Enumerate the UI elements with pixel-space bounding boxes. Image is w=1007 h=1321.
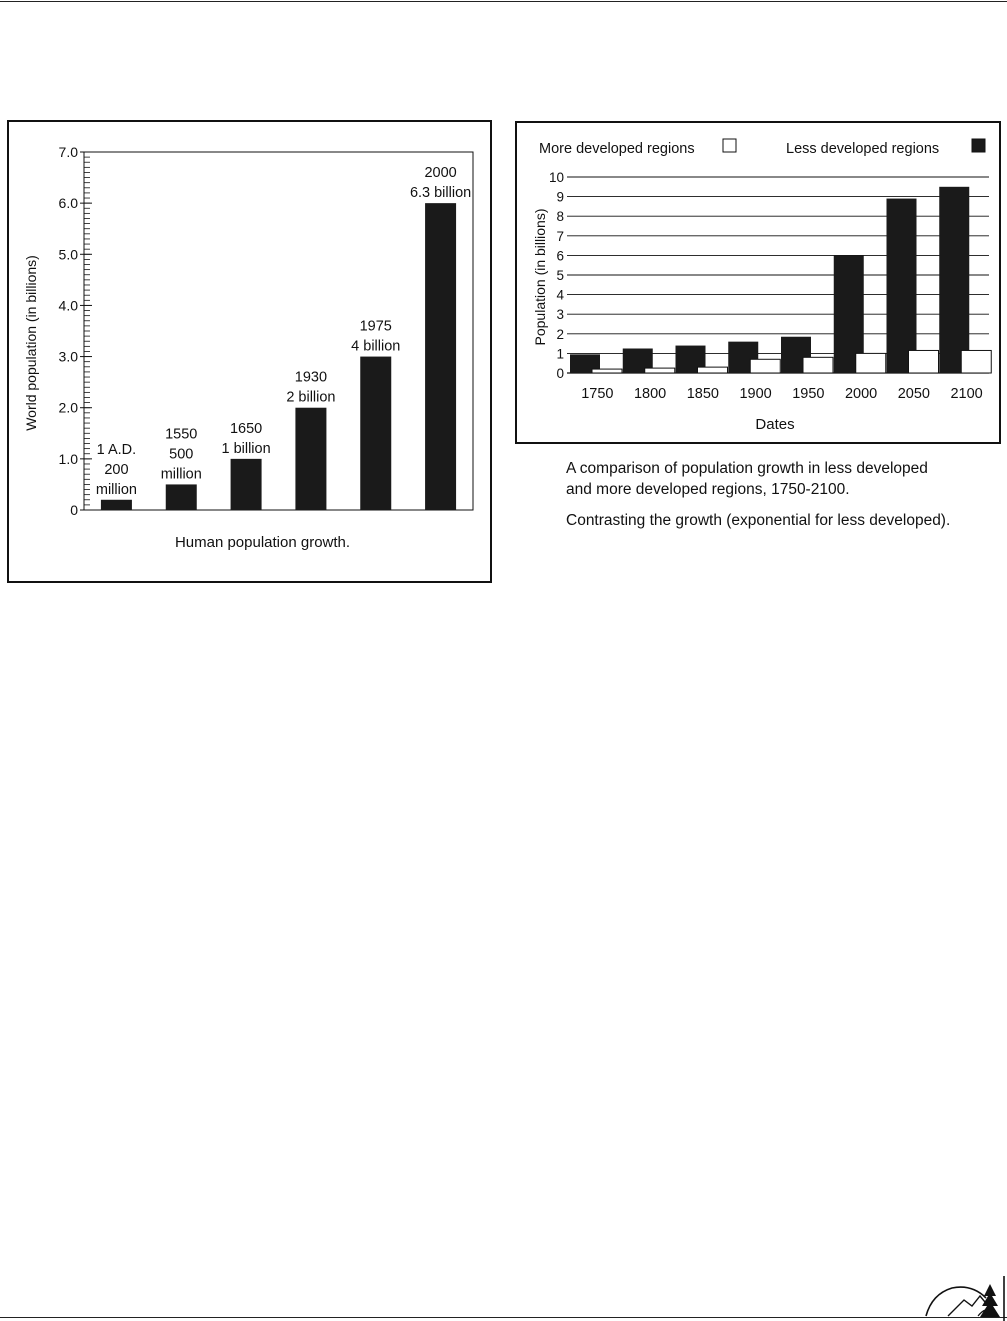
comparison-caption bbox=[566, 458, 986, 500]
bar-more-developed bbox=[698, 367, 728, 373]
y-tick-label: 6 bbox=[556, 248, 564, 264]
y-tick-label: 2.0 bbox=[58, 399, 78, 416]
y-tick-label: 3.0 bbox=[58, 348, 78, 365]
bottom-rule bbox=[0, 1317, 1007, 1318]
bar-data-label: 1650 bbox=[229, 420, 263, 437]
y-tick-label: 5 bbox=[556, 268, 564, 283]
bar-more-developed bbox=[961, 350, 991, 373]
y-axis-label: World population (in billions) bbox=[23, 255, 39, 431]
regional-comparison-chart bbox=[517, 123, 999, 442]
bar-more-developed bbox=[909, 350, 939, 373]
bar-data-label: 500 bbox=[169, 446, 194, 463]
x-tick-label: 1950 bbox=[792, 386, 825, 402]
y-tick-label: 5.0 bbox=[58, 246, 78, 263]
bar bbox=[425, 203, 456, 510]
mountain-tree-logo-icon bbox=[920, 1276, 1006, 1321]
y-tick-label: 0 bbox=[556, 366, 564, 381]
y-tick-label: 4.0 bbox=[58, 297, 78, 314]
y-axis-label: Population (in billions) bbox=[532, 208, 548, 346]
bar bbox=[166, 484, 197, 510]
x-axis-label: Dates bbox=[755, 416, 795, 433]
bar-data-label: 200 bbox=[104, 461, 129, 478]
legend-swatch-less-developed bbox=[972, 139, 985, 152]
top-rule bbox=[0, 1, 1007, 2]
y-tick-label: 6.0 bbox=[58, 195, 78, 212]
bar bbox=[101, 500, 132, 510]
bar-data-label: 4 billion bbox=[351, 338, 401, 355]
bar-more-developed bbox=[592, 369, 622, 373]
bar-data-label: 2000 bbox=[424, 165, 457, 182]
y-tick-label: 10 bbox=[548, 170, 564, 185]
bar-more-developed bbox=[645, 368, 675, 373]
human-population-chart bbox=[9, 122, 490, 581]
plot-frame bbox=[84, 152, 473, 510]
x-tick-label: 1800 bbox=[633, 386, 667, 402]
bar bbox=[360, 357, 391, 510]
y-tick-label: 8 bbox=[556, 209, 564, 225]
human-population-chart-panel bbox=[7, 120, 492, 583]
bar-less-developed bbox=[887, 199, 917, 373]
legend-label-more-developed: More developed regions bbox=[539, 141, 695, 157]
bar-data-label: 6.3 billion bbox=[409, 185, 472, 202]
y-tick-label: 9 bbox=[556, 189, 564, 205]
regional-comparison-chart-panel bbox=[515, 121, 1001, 444]
bar bbox=[231, 459, 262, 510]
x-tick-label: 1750 bbox=[581, 386, 614, 402]
bar-data-label: 1930 bbox=[294, 369, 328, 386]
bar bbox=[295, 408, 326, 510]
comparison-caption-line-2: and more developed regions, 1750-2100. bbox=[566, 481, 850, 498]
bar-data-label: million bbox=[95, 481, 137, 498]
bar-less-developed bbox=[939, 187, 969, 373]
y-tick-label: 3 bbox=[556, 307, 564, 323]
bar-data-label: 1 A.D. bbox=[96, 441, 137, 458]
chart-title: Human population growth. bbox=[174, 534, 351, 551]
x-tick-label: 1850 bbox=[686, 386, 720, 402]
x-tick-label: 2000 bbox=[844, 386, 878, 402]
x-tick-label: 2100 bbox=[950, 386, 983, 402]
bar-data-label: 1550 bbox=[165, 426, 198, 443]
x-tick-label: 1900 bbox=[739, 386, 772, 402]
bar-data-label: 1 billion bbox=[221, 440, 271, 457]
legend-swatch-more-developed bbox=[723, 139, 736, 152]
y-tick-label: 1.0 bbox=[58, 450, 78, 467]
comparison-caption-line-1: A comparison of population growth in less developed bbox=[566, 460, 928, 477]
y-tick-label: 7.0 bbox=[58, 144, 78, 160]
y-tick-label: 7 bbox=[556, 228, 564, 244]
bar-more-developed bbox=[803, 357, 833, 373]
bar-data-label: million bbox=[160, 466, 202, 483]
bar-data-label: 2 billion bbox=[286, 389, 336, 406]
y-tick-label: 4 bbox=[556, 287, 564, 303]
y-tick-label: 1 bbox=[556, 346, 564, 362]
bar-more-developed bbox=[750, 359, 780, 373]
x-tick-label: 2050 bbox=[897, 386, 931, 402]
bar-data-label: 1975 bbox=[359, 318, 392, 335]
y-tick-label: 2 bbox=[556, 326, 564, 342]
bar-more-developed bbox=[856, 353, 886, 373]
contrast-caption: Contrasting the growth (exponential for less developed). bbox=[566, 512, 951, 529]
legend-label-less-developed: Less developed regions bbox=[786, 141, 940, 157]
y-tick-label: 0 bbox=[70, 502, 78, 518]
